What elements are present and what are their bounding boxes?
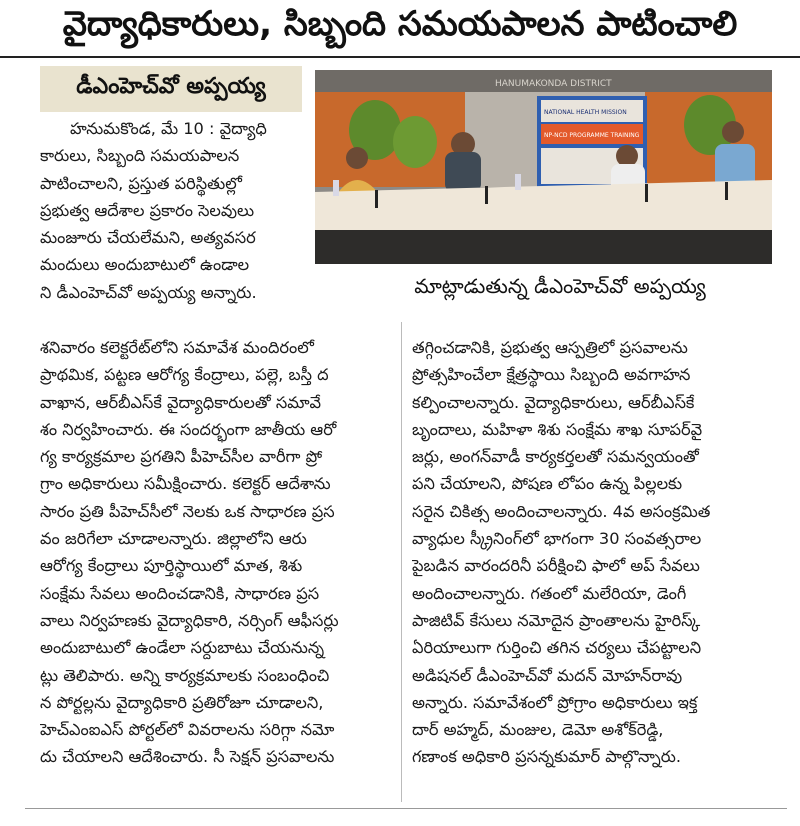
- bottom-rule: [25, 808, 787, 809]
- text-line: న పోర్టల్లను వైద్యాధికారి ప్రతిరోజూ చూడాలని,: [40, 692, 324, 712]
- text-line: పైబడిన వారందరినీ పరీక్షించి ఫాలో అప్ సేవలు: [412, 556, 700, 576]
- text-line: పని చేయాలని, పోషణ లోపం ఉన్న పిల్లలకు: [412, 474, 683, 494]
- text-line: సంక్షేమ సేవలు అందించడానికి, సాధారణ ప్రస: [40, 583, 320, 603]
- text-line: వ్యాధుల స్క్రీనింగ్‌లో భాగంగా 30 సంవత్సరాల: [412, 529, 702, 549]
- text-line: శనివారం కలెక్టరేట్‌లోని సమావేశ మందిరంలో: [40, 338, 314, 357]
- article-intro-column: [40, 115, 302, 306]
- text-line: ఏరియాలుగా గుర్తించి తగిన చర్యలు చేపట్టాలని: [412, 638, 702, 658]
- text-line: పాటించాలని, ప్రస్తుత పరిస్థితుల్లో: [40, 173, 242, 193]
- byline-box: డీఎంహెచ్‌వో అప్పయ్య: [40, 66, 302, 112]
- text-line: ప్రోత్సహించేలా క్షేత్రస్థాయి సిబ్బంది అవగాహన: [412, 365, 691, 385]
- text-line: మంజూరు చేయలేమని, అత్యవసర: [40, 228, 256, 248]
- text-line: అన్నారు. సమావేశంలో ప్రోగ్రాం అధికారులు ఇక్త: [412, 692, 698, 712]
- text-line: వం జరిగేలా చూడాలన్నారు. జిల్లాలోని ఆరు: [40, 529, 307, 549]
- text-line: హనుమకొండ, మే 10 : వైద్యాధి: [70, 119, 267, 138]
- text-line: వాఖాన, ఆర్‌బీఎస్‌కే వైద్యాధికారులతో సమావే: [40, 392, 322, 412]
- text-line: అందుబాటులో ఉండేలా సర్దుబాటు చేయనున్న: [40, 638, 325, 658]
- photo-banner-text: HANUMAKONDA DISTRICT: [495, 79, 612, 89]
- poster-line-1: NATIONAL HEALTH MISSION: [544, 109, 627, 116]
- text-line: కల్పించాలన్నారు. వైద్యాధికారులు, ఆర్‌బీఎస్‌కే: [412, 392, 695, 412]
- text-line: గ్య కార్యక్రమాల ప్రగతిని పీహెచ్‌సీల వారీగా ప్రో: [40, 447, 323, 467]
- text-line: కారులు, సిబ్బంది సమయపాలన: [40, 146, 240, 166]
- text-line: శం నిర్వహించారు. ఈ సందర్భంగా జాతీయ ఆరో: [40, 419, 337, 439]
- article-right-column: [412, 334, 772, 771]
- text-line: హెచ్ఎంఐఎస్ పోర్టల్‌లో వివరాలను సరిగ్గా నమో: [40, 720, 335, 740]
- text-line: సరైన చికిత్స అందించాలన్నారు. 4వ అసంక్రమిత: [412, 501, 711, 521]
- text-line: ట్లు తెలిపారు. అన్ని కార్యక్రమాలకు సంబంధించి: [40, 665, 330, 685]
- text-line: బృందాలు, మహిళా శిశు సంక్షేమ శాఖ సూపర్‌వై: [412, 419, 703, 439]
- text-line: తగ్గించడానికి, ప్రభుత్వ ఆస్పత్రిలో ప్రసవాలను: [412, 338, 688, 357]
- meeting-photo-illustration: [315, 70, 772, 264]
- text-line: అడిషనల్ డీఎంహెచ్‌వో మదన్ మోహన్‌రావు: [412, 665, 683, 685]
- text-line: సారం ప్రతి పీహెచ్‌సీలో నెలకు ఒక సాధారణ ప్రస: [40, 501, 335, 521]
- poster-line-2: NP-NCD PROGRAMME TRAINING: [544, 132, 640, 139]
- text-line: దు చేయాలని ఆదేశించారు. సీ సెక్షన్ ప్రసవాలను: [40, 747, 335, 767]
- text-line: దార్ అహ్మద్, మంజుల, డెమో అశోక్‌రెడ్డి,: [412, 720, 664, 740]
- text-line: గణాంక అధికారి ప్రసన్నకుమార్ పాల్గొన్నారు.: [412, 747, 682, 767]
- text-line: జర్లు, అంగన్‌వాడీ కార్యకర్తలతో సమన్వయంతో: [412, 447, 699, 467]
- headline: వైద్యాధికారులు, సిబ్బంది సమయపాలన పాటించాలి: [0, 0, 800, 58]
- text-line: ని డీఎంహెచ్‌వో అప్పయ్య అన్నారు.: [40, 282, 257, 302]
- article-left-column: [40, 334, 390, 771]
- text-line: మందులు అందుబాటులో ఉండాల: [40, 255, 250, 275]
- text-line: వాలు నిర్వహణకు వైద్యాధికారి, నర్సింగ్ ఆఫీసర్లు: [40, 610, 339, 630]
- text-line: అందించాలన్నారు. గతంలో మలేరియా, డెంగీ: [412, 583, 687, 603]
- text-line: ఆరోగ్య కేంద్రాలు పూర్తిస్థాయిలో మాత, శిశు: [40, 556, 303, 576]
- text-line: ప్రాథమిక, పట్టణ ఆరోగ్య కేంద్రాలు, పల్లె, బస్తీ ద: [40, 365, 329, 385]
- text-line: గ్రాం అధికారులు సమీక్షించారు. కలెక్టర్ ఆదేశాను: [40, 474, 331, 494]
- photo-caption: మాట్లాడుతున్న డీఎంహెచ్‌వో అప్పయ్య: [414, 273, 706, 298]
- meeting-photo: [315, 70, 772, 264]
- column-divider: [401, 322, 402, 802]
- text-line: ప్రభుత్వ ఆదేశాల ప్రకారం సెలవులు: [40, 200, 255, 220]
- text-line: పాజిటివ్ కేసులు నమోదైన ప్రాంతాలను హైరిస్క్: [412, 610, 701, 630]
